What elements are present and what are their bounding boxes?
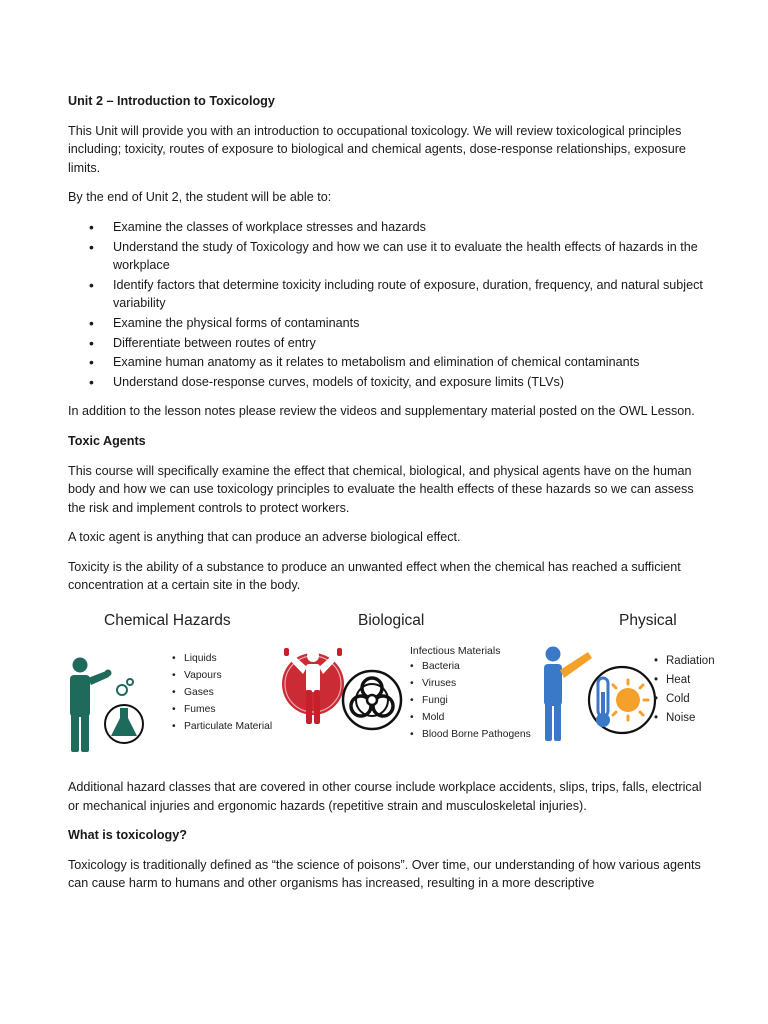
physical-item: • Cold <box>654 690 715 709</box>
toxic-agents-paragraph-3: Toxicity is the ability of a substance to produce an unwanted effect when the chemical has reached a sufficient concentration at a certain site in the body. <box>68 559 681 593</box>
objective-item: • Understand dose-response curves, models of toxicity, and exposure limits (TLVs) <box>68 373 708 392</box>
what-is-toxicology-heading: What is toxicology? <box>68 828 187 843</box>
objective-item: • Identify factors that determine toxicity including route of exposure, duration, frequency, and natural subject variability <box>68 276 708 313</box>
infectious-materials-subtitle: Infectious Materials <box>410 645 501 658</box>
biological-title: Biological <box>358 612 425 630</box>
biohazard-icon <box>280 642 410 742</box>
biological-item: • Fungi <box>410 692 531 709</box>
physical-item: • Heat <box>654 671 715 690</box>
objective-item: • Differentiate between routes of entry <box>68 334 708 353</box>
objectives-list <box>68 218 708 391</box>
biological-item: • Bacteria <box>410 658 531 675</box>
hazard-classes-figure <box>64 612 719 762</box>
objective-item: • Understand the study of Toxicology and how we can use it to evaluate the health effects of hazards in the workplace <box>68 238 708 275</box>
toxic-agents-heading: Toxic Agents <box>68 433 146 448</box>
biological-item: • Blood Borne Pathogens <box>410 726 531 743</box>
physical-item: • Radiation <box>654 652 715 671</box>
chemical-hazards-title: Chemical Hazards <box>104 612 231 630</box>
physical-hazard-icon <box>542 646 652 746</box>
toxic-agents-paragraph-1: This course will specifically examine the effect that chemical, biological, and physical agents have on the human body and how we can use toxicology principles to evaluate the health effects of these hazards so we can assess the risk and implement controls to protect workers. <box>68 463 694 515</box>
biological-list <box>410 658 531 743</box>
chemical-item: • Vapours <box>172 667 272 684</box>
physical-item: • Noise <box>654 709 715 728</box>
biological-item: • Mold <box>410 709 531 726</box>
chemical-item: • Fumes <box>172 701 272 718</box>
physical-title: Physical <box>619 612 677 630</box>
what-is-toxicology-paragraph: Toxicology is traditionally defined as “the science of poisons”. Over time, our understanding of how various agents can cause harm to humans and other organisms has increased, resulting in a more descriptive <box>68 857 701 891</box>
chemical-item: • Gases <box>172 684 272 701</box>
objective-item: • Examine the classes of workplace stresses and hazards <box>68 218 708 237</box>
document-page <box>68 92 715 904</box>
chemical-hazard-icon <box>64 656 144 752</box>
biological-item: • Viruses <box>410 675 531 692</box>
intro-paragraph: This Unit will provide you with an introduction to occupational toxicology. We will review toxicological principles including; toxicity, routes of exposure to biological and chemical agents, dose-response relationships, exposure limits. <box>68 123 686 175</box>
objective-item: • Examine human anatomy as it relates to metabolism and elimination of chemical contaminants <box>68 353 708 372</box>
toxic-agents-paragraph-2: A toxic agent is anything that can produce an adverse biological effect. <box>68 530 461 545</box>
chemical-item: • Liquids <box>172 650 272 667</box>
chemical-item: • Particulate Material <box>172 718 272 735</box>
chemical-hazards-list <box>172 650 272 735</box>
unit-heading: Unit 2 – Introduction to Toxicology <box>68 94 275 108</box>
objective-item: • Examine the physical forms of contaminants <box>68 314 708 333</box>
objectives-lead: By the end of Unit 2, the student will be able to: <box>68 190 332 205</box>
review-note: In addition to the lesson notes please review the videos and supplementary material posted on the OWL Lesson. <box>68 404 695 419</box>
physical-list <box>654 652 715 728</box>
additional-hazards-paragraph: Additional hazard classes that are covered in other course include workplace accidents, slips, trips, falls, electrical or mechanical injuries and ergonomic hazards (repetitive strain and musculoskeletal injuries). <box>68 780 702 813</box>
